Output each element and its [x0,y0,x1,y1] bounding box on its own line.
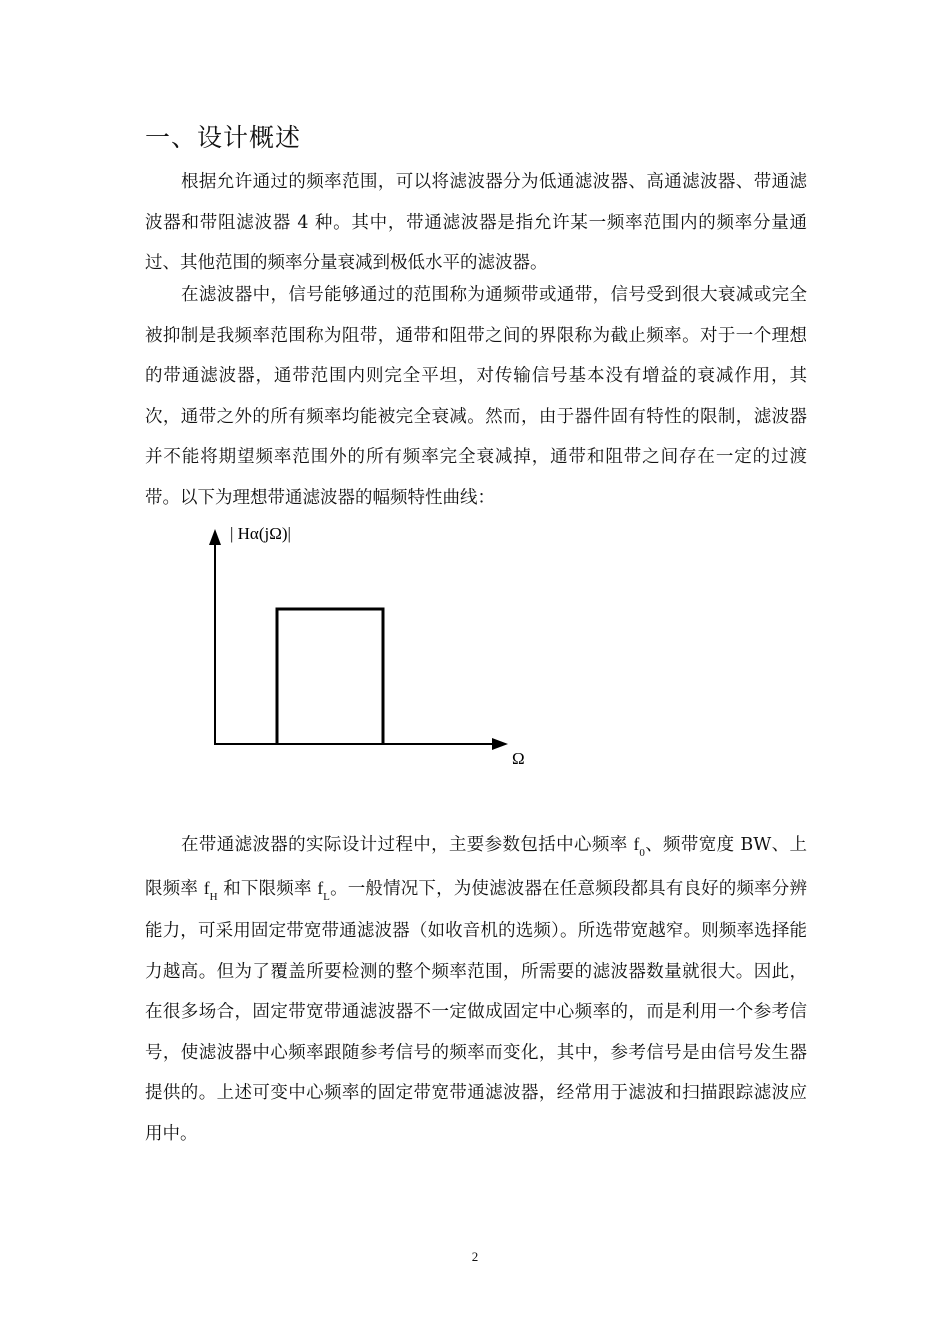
fl-subscript: L [323,890,330,903]
f0-symbol [633,834,645,859]
x-axis-label: Ω [512,749,525,768]
page-number: 2 [471,1249,479,1264]
p3-text-3: 和下限频率 [217,878,318,899]
paragraph-passband-definition: 在滤波器中，信号能够通过的范围称为通频带或通带，信号受到很大衰减或完全被抑制是我频率范围称为阻带，通带和阻带之间的界限称为截止频率。对于一个理想的带通滤波器，通带范围内则完全平坦，对传输信号基本没有增益的衰减作用，其次，通带之外的所有频率均能被完全衰减。然而，由于器件固有特性的限制，滤波器并不能将期望频率范围外的所有频率完全衰减掉，通带和阻带之间存在一定的过渡带。以下为理想带通滤波器的幅频特性曲线： [145,285,807,508]
p3-text-2: 、频带宽度 BW、上限频率 [145,835,808,899]
p3-text-4: 。一般情况下，为使滤波器在任意频段都具有良好的频率分辨能力，可采用固定带宽带通滤波器（如收音机的选频）。所选带宽越窄。则频率选择能力越高。但为了覆盖所要检测的整个频率范围，所需要的滤波器数量就很大。因此，在很多场合，固定带宽带通滤波器不一定做成固定中心频率的，而是利用一个参考信号，使滤波器中心频率跟随参考信号的频率而变化，其中，参考信号是由信号发生器提供的。上述可变中心频率的固定带宽带通滤波器，经常用于滤波和扫描跟踪滤波应用中。 [145,878,807,1144]
fl-symbol [317,877,330,903]
f0-base: f [633,834,640,854]
passband-rectangle [277,609,383,744]
f0-subscript: 0 [639,847,645,859]
y-axis-arrow [209,529,221,545]
fl-base: f [317,877,324,898]
section-heading: 一、设计概述 [145,123,302,152]
y-axis-label: | Hα(jΩ)| [230,524,291,543]
paragraph-filter-types: 根据允许通过的频率范围，可以将滤波器分为低通滤波器、高通滤波器、带通滤波器和带阻滤波器 4 种。其中，带通滤波器是指允许某一频率范围内的频率分量通过、其他范围的频率分量衰减到极低水平的滤波器。 [145,172,807,273]
bandpass-magnitude-figure [200,515,540,775]
p3-text-1: 在带通滤波器的实际设计过程中，主要参数包括中心频率 [181,835,634,855]
fh-subscript: H [209,890,218,903]
fh-symbol [203,877,218,903]
fh-base: f [203,877,210,898]
paragraph-design-parameters [145,824,807,1154]
x-axis-arrow [492,738,508,750]
